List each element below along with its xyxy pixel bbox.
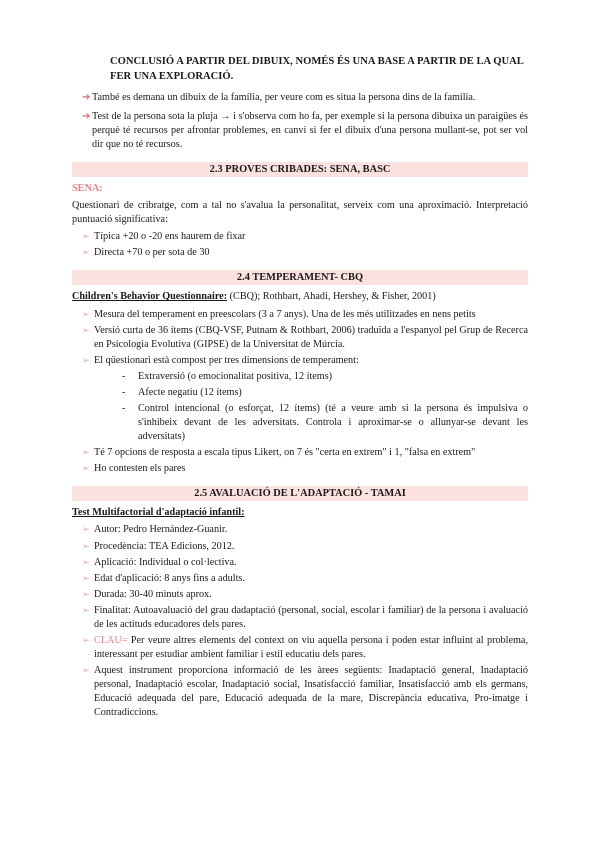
section-heading-2-4: 2.4 TEMPERAMENT- CBQ [72, 270, 528, 285]
cbq-lead: Children's Behavior Questionnaire: (CBQ); Rothbart, Ahadi, Hershey, & Fisher, 2001) [72, 291, 436, 303]
triangle-bullet-icon: ➢ [82, 448, 90, 459]
triangle-bullet-icon: ➢ [82, 355, 90, 366]
list-item: - Extraversió (o emocionalitat positiva, 12 ítems) [72, 370, 528, 384]
intro-list [72, 91, 528, 152]
list-item: ➢ Procedència: TEA Edicions, 2012. [72, 540, 528, 554]
list-item: ➢ Té 7 opcions de resposta a escala tipus Likert, on 7 és "certa en extrem" i 1, "falsa en extrem" [72, 446, 528, 460]
list-item: ➔ També es demana un dibuix de la família, per veure com es situa la persona dins de la família. [72, 91, 528, 105]
triangle-bullet-icon: ➢ [82, 635, 90, 646]
tamai-lead [72, 506, 528, 520]
list-item: ➢ Versió curta de 36 ítems (CBQ-VSF, Putnam & Rothbart, 2006) traduïda a l'espanyol pel Grup de Recerca en Psicologia Evolutiva (GIPSE) de la Universitat de Múrcia. [72, 324, 528, 352]
triangle-bullet-icon: ➢ [82, 232, 90, 243]
cbq-title: Children's Behavior Questionnaire: [72, 291, 228, 303]
sena-paragraph: Questionari de cribratge, com a tal no s'avalua la personalitat, serveix com una aproximació. Interpretació puntuació significativa: [72, 200, 528, 226]
tamai-title: Test Multifactorial d'adaptació infantil: [72, 507, 245, 519]
arrow-icon: ➔ [82, 91, 91, 103]
triangle-bullet-icon: ➢ [82, 464, 90, 475]
conclusion-heading: CONCLUSIÓ A PARTIR DEL DIBUIX, NOMÉS ÉS UNA BASE A PARTIR DE LA QUAL FER UNA EXPLORACIÓ. [110, 56, 524, 83]
list-item: ➢ CLAU= Per veure altres elements del context on viu aquella persona i poden estar influint al problema, interessant per estudiar ambient familiar i estil educatiu dels pares. [72, 634, 528, 662]
list-item: ➢ Directa +70 o per sota de 30 [72, 246, 528, 260]
triangle-bullet-icon: ➢ [82, 541, 90, 552]
list-item: ➢ Autor: Pedro Hernández-Guanir. [72, 523, 528, 537]
list-item: ➢ Aplicació: Individual o col·lectiva. [72, 556, 528, 570]
sena-label: SENA: [72, 183, 103, 195]
triangle-bullet-icon: ➢ [82, 589, 90, 600]
clau-label: CLAU= [94, 634, 128, 646]
dash-bullet: - [122, 402, 126, 414]
list-item: - Afecte negatiu (12 ítems) [72, 386, 528, 400]
triangle-bullet-icon: ➢ [82, 248, 90, 259]
list-item: ➔ Test de la persona sota la pluja → i s'observa com ho fa, per exemple si la persona dibuixa un paraigües és perquè té recursos per afrontar problemes, en canvi si fer el dibuix d'una persona mullant-se, pot ser vol dir que no té recursos. [72, 110, 528, 152]
list-item: - Control intencional (o esforçat, 12 ítems) (té a veure amb si la persona és impulsiva o s'inhibeix devant de les adversitats. Controla i aproximar-se o allunyar-se devant les adversitats) [72, 402, 528, 444]
triangle-bullet-icon: ➢ [82, 666, 90, 677]
list-item: ➢ Típica +20 o -20 ens haurem de fixar [72, 230, 528, 244]
dash-bullet: - [122, 370, 126, 382]
dash-bullet: - [122, 386, 126, 398]
list-item: ➢ Durada: 30-40 minuts aprox. [72, 588, 528, 602]
list-item: ➢ Mesura del temperament en preescolars (3 a 7 anys). Una de les més utilitzades en nens petits [72, 308, 528, 322]
list-item: ➢ Aquest instrument proporciona informació de les àrees següents: Inadaptació general, Inadaptació personal, Inadaptació escolar, Inadaptació social, Insatisfacció familiar, Insatisfacció amb els germans, Educació adequada del pare, Educació adequada de la mare, Discrepància educativa, Pro-imatge i Contradiccions. [72, 664, 528, 720]
triangle-bullet-icon: ➢ [82, 525, 90, 536]
list-item: ➢ El qüestionari està compost per tres dimensions de temperament: [72, 354, 528, 368]
section-heading-2-3: 2.3 PROVES CRIBADES: SENA, BASC [72, 162, 528, 177]
triangle-bullet-icon: ➢ [82, 605, 90, 616]
list-item: ➢ Ho contesten els pares [72, 462, 528, 476]
arrow-icon: ➔ [82, 110, 91, 122]
triangle-bullet-icon: ➢ [82, 325, 90, 336]
section-heading-2-5: 2.5 AVALUACIÓ DE L'ADAPTACIÓ - TAMAI [72, 486, 528, 501]
list-item: ➢ Edat d'aplicació: 8 anys fins a adults. [72, 572, 528, 586]
triangle-bullet-icon: ➢ [82, 557, 90, 568]
triangle-bullet-icon: ➢ [82, 573, 90, 584]
list-item: ➢ Finalitat: Autoavaluació del grau dadaptació (personal, social, escolar i familiar) de la persona i avaluació de les actituds educadores dels pares. [72, 604, 528, 632]
triangle-bullet-icon: ➢ [82, 309, 90, 320]
